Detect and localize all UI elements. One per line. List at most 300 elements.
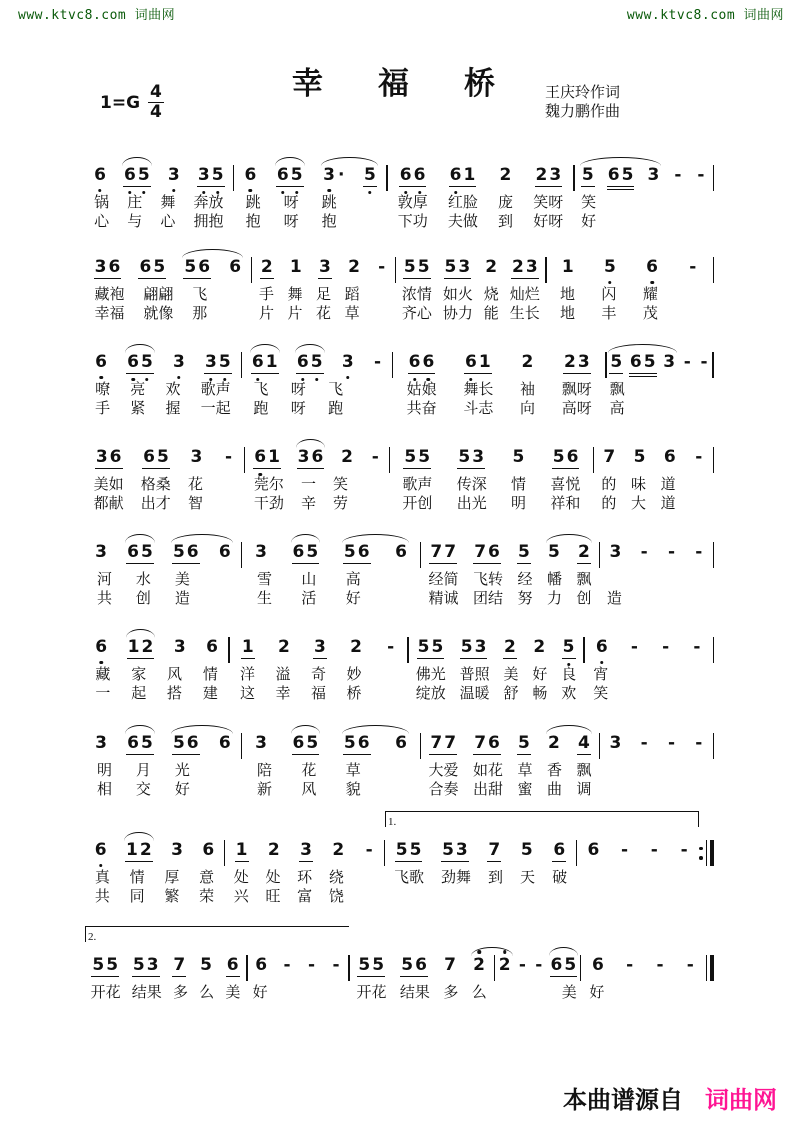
lyrics-verse1	[85, 667, 228, 684]
note-token	[91, 957, 119, 977]
note-digit: 7	[430, 733, 443, 753]
note-digit: 3	[167, 167, 181, 184]
note-token	[619, 842, 630, 859]
note-digit: 3	[474, 637, 487, 657]
measure	[85, 537, 241, 608]
lyric-group	[636, 195, 651, 212]
slur-arc	[549, 947, 579, 956]
note-token	[473, 735, 501, 755]
lyric-group: 破	[552, 870, 568, 886]
lyric-group: 努	[517, 591, 533, 607]
note-digit: 2	[533, 637, 546, 657]
lyric-group: 袖	[520, 382, 536, 398]
note-digit: 3	[458, 257, 471, 277]
note-token	[399, 167, 427, 187]
note-digit: 3	[549, 165, 562, 185]
lyrics-verse2	[242, 591, 420, 608]
lyrics-verse2	[85, 401, 241, 418]
measure	[396, 252, 545, 323]
note-digit: 2	[267, 840, 280, 860]
lyric-group: 紧	[130, 401, 146, 417]
note-token	[204, 354, 232, 374]
lyric-group	[390, 572, 405, 589]
dash-note: -	[535, 955, 543, 975]
note-digit: 5	[581, 165, 594, 185]
lyric-group: 的	[601, 496, 617, 512]
lyric-group: 美如	[93, 477, 124, 493]
lyric-group: 香	[547, 763, 563, 779]
note-token	[260, 259, 274, 279]
lyric-group	[673, 401, 688, 418]
lyric-group: 桥	[346, 686, 362, 702]
note-digit: 3	[146, 955, 159, 975]
note-digit: 5	[404, 447, 417, 467]
lyric-group: 生	[256, 591, 272, 607]
note-digit: 2	[564, 352, 576, 372]
lyric-group: 厚	[164, 870, 180, 886]
dash-note: -	[283, 955, 291, 975]
watermark-right[interactable]: www.ktvc8.com 词曲网	[626, 8, 784, 23]
note-token	[693, 449, 704, 466]
note-token	[292, 735, 320, 755]
lyric-group: 跑	[253, 401, 269, 417]
lyrics-verse1	[85, 195, 233, 212]
lyrics-verse2	[385, 889, 575, 906]
lyric-group	[303, 985, 318, 1002]
note-token	[663, 449, 677, 466]
note-digit: 5	[310, 354, 324, 371]
slur-arc	[580, 157, 661, 166]
note-digit: 2	[535, 165, 548, 185]
lyric-group: 拥抱	[193, 214, 224, 230]
note-digit: 5	[184, 257, 197, 277]
note-token	[552, 842, 566, 862]
lyric-group: 经	[517, 572, 533, 588]
lyric-group: 舞长	[463, 382, 494, 398]
notes-row	[230, 632, 408, 662]
lyric-group: 高呀	[561, 401, 592, 417]
lyrics-verse2	[85, 591, 241, 608]
low-octave-dot	[258, 473, 262, 477]
note-token	[460, 639, 488, 659]
lyric-group: 创	[576, 591, 592, 607]
note-token	[499, 167, 513, 184]
lyric-group: 飞	[328, 382, 344, 398]
note-digit: 2	[348, 257, 360, 277]
note-digit: 5	[106, 955, 119, 975]
notes-row	[85, 160, 233, 190]
notes-row	[600, 537, 712, 567]
note-token	[282, 957, 293, 974]
note-digit: 5	[564, 955, 577, 975]
note-token	[699, 354, 710, 371]
lyrics-verse1	[85, 382, 241, 399]
note-token	[276, 167, 304, 187]
note-token	[639, 544, 650, 561]
measure	[85, 728, 241, 799]
lyrics-verse1	[85, 870, 224, 887]
lyric-group: 舞	[287, 287, 303, 303]
lyric-group: 笑呀	[533, 195, 564, 211]
lyrics-verse1	[225, 870, 383, 887]
dash-note: -	[695, 447, 703, 467]
lyric-group: 手	[95, 401, 111, 417]
lyric-group: 飘	[576, 572, 592, 588]
measure	[85, 632, 228, 703]
measure	[245, 442, 388, 513]
lyric-group: 幸	[275, 686, 291, 702]
notes-row	[252, 252, 395, 282]
lyrics-verse1	[421, 763, 599, 780]
watermark-left[interactable]: www.ktvc8.com 词曲网	[18, 8, 176, 23]
lyric-group	[361, 870, 376, 887]
footer-brand-link[interactable]: 词曲网	[705, 1088, 777, 1114]
note-digit: 3	[95, 447, 108, 467]
low-octave-dot	[368, 191, 372, 195]
lyrics-verse2	[85, 214, 233, 231]
lyric-group: 花	[301, 763, 317, 779]
lyric-group	[620, 985, 635, 1002]
dash-note: -	[224, 447, 233, 467]
lyric-group: 飞转	[473, 572, 504, 588]
lyric-group: 笑	[581, 195, 597, 211]
lyric-group: 飞歌	[393, 870, 424, 886]
note-digit: 6	[550, 955, 563, 975]
lyrics-verse2	[85, 496, 244, 513]
lyric-group: 茂	[642, 306, 658, 322]
lyric-group: 干劲	[253, 496, 284, 512]
note-token	[679, 842, 690, 859]
lyric-group: 处	[233, 870, 249, 886]
lyric-group: 福	[311, 686, 327, 702]
lyric-group: 敦厚	[397, 195, 428, 211]
note-token	[561, 259, 575, 276]
note-digit: 5	[343, 542, 356, 562]
note-token	[226, 957, 240, 977]
end-barline	[713, 542, 715, 568]
slur-arc	[125, 725, 155, 734]
lyric-group: 意	[199, 870, 215, 886]
note-token	[535, 167, 563, 187]
lyric-group: 风	[167, 667, 183, 683]
note-digit: 6	[186, 733, 199, 753]
lyric-group	[390, 591, 405, 608]
note-token	[126, 354, 154, 374]
lyric-group: 富	[297, 889, 313, 905]
note-token	[512, 449, 526, 466]
lyrics-verse1	[393, 382, 605, 399]
lyric-group: 交	[135, 782, 151, 798]
dash-note: -	[365, 840, 373, 860]
lyric-group: 妙	[346, 667, 362, 683]
note-digit: 3	[609, 542, 622, 562]
note-token	[331, 842, 345, 859]
note-token	[254, 957, 268, 974]
lyric-group: 绕	[328, 870, 344, 886]
lyric-group: 结果	[131, 985, 162, 1001]
note-digit: 6	[408, 354, 422, 371]
lyric-group	[691, 195, 706, 212]
note-digit: 5	[290, 167, 304, 184]
lyrics-verse2	[594, 496, 712, 513]
slur-arc	[295, 344, 325, 353]
note-digit: 5	[363, 167, 377, 184]
measure	[600, 537, 712, 608]
low-octave-dot	[145, 378, 149, 382]
note-token	[292, 544, 320, 564]
lyric-group: 幸福	[94, 306, 125, 322]
lyrics-verse1	[390, 477, 592, 494]
end-barline	[712, 352, 714, 378]
note-token	[341, 354, 355, 371]
measure	[575, 160, 713, 231]
credit-composer: 魏力鹏作曲	[545, 104, 621, 120]
note-digit: 6	[296, 354, 310, 371]
lyric-group: 协力	[442, 306, 473, 322]
note-token	[343, 544, 371, 564]
lyric-group	[657, 686, 672, 703]
note-token	[547, 544, 561, 561]
note-token	[347, 259, 361, 276]
note-token	[595, 639, 609, 656]
lyric-group: 好	[345, 591, 361, 607]
note-token	[624, 957, 635, 974]
note-digit: 2	[141, 637, 154, 657]
note-digit: 6	[123, 167, 137, 184]
note-digit: 2	[139, 840, 152, 860]
lyric-group: 姑娘	[406, 382, 437, 398]
slur-arc	[546, 534, 592, 543]
low-octave-dot	[650, 281, 654, 285]
low-octave-dot	[216, 191, 220, 195]
note-token	[318, 259, 332, 279]
note-token	[609, 544, 623, 561]
dash-note: -	[308, 955, 316, 975]
note-digit: 6	[413, 167, 427, 184]
lyric-group: 地	[559, 306, 575, 322]
lyric-group: 一起	[200, 401, 231, 417]
lyric-group: 呀	[283, 195, 299, 211]
dash-note: -	[697, 165, 705, 185]
lyrics-verse1	[495, 985, 580, 1002]
note-token	[444, 259, 472, 279]
note-digit: 6	[198, 257, 211, 277]
lyric-group: 飘	[609, 382, 625, 398]
slur-arc	[171, 725, 233, 734]
notes-row	[85, 347, 241, 377]
notes-row	[85, 950, 246, 980]
note-token	[340, 449, 354, 466]
lyric-group: 片	[258, 306, 274, 322]
dash-note: -	[656, 955, 664, 975]
note-digit: 1	[463, 165, 476, 185]
note-token	[403, 259, 431, 279]
lyric-group: 新	[256, 782, 272, 798]
lyric-group: 洋	[240, 667, 256, 683]
note-digit: 6	[399, 167, 413, 184]
low-octave-dot	[98, 189, 102, 193]
note-digit: 3	[577, 352, 590, 372]
lyric-group: 生长	[509, 306, 540, 322]
note-digit: 6	[255, 955, 268, 975]
time-signature-top: 4	[150, 82, 162, 102]
dash-note: -	[387, 637, 395, 657]
lyric-group	[652, 382, 667, 399]
thin-bar	[713, 637, 715, 663]
lyric-group: 欢	[165, 382, 181, 398]
lyric-group: 高	[609, 401, 625, 417]
lyric-group: 美	[225, 985, 241, 1001]
lyric-group: 家	[131, 667, 147, 683]
note-digit: 5	[518, 733, 530, 753]
lyric-group: 建	[202, 686, 218, 702]
lyric-group: 畅	[532, 686, 548, 702]
measure	[350, 950, 494, 1021]
dash-note: -	[650, 840, 658, 860]
note-token	[254, 544, 268, 561]
slur-arc	[342, 725, 409, 734]
note-digit: 5	[211, 167, 225, 184]
lyric-group: 合奏	[428, 782, 459, 798]
lyrics-verse1	[421, 572, 599, 589]
lyric-group: 庄	[127, 195, 143, 211]
note-token	[251, 354, 279, 374]
lyric-group: 出光	[456, 496, 487, 512]
slur-arc	[122, 157, 152, 166]
lyric-group	[664, 214, 679, 231]
lyric-group	[382, 667, 397, 684]
lyric-group: 明	[511, 496, 527, 512]
note-digit: 1	[289, 257, 302, 277]
note-token	[94, 735, 108, 752]
lyric-group: 情	[129, 870, 145, 886]
lyric-group: 斗志	[463, 401, 494, 417]
lyric-group	[360, 195, 375, 212]
dash-note: -	[332, 955, 340, 975]
lyric-group: 浓情	[401, 287, 432, 303]
note-digit: 6	[94, 842, 108, 859]
lyric-group: 天	[520, 870, 536, 886]
lyric-group: 传深	[456, 477, 487, 493]
lyric-group: 心	[160, 214, 176, 230]
low-octave-dot	[256, 378, 260, 382]
lyric-group: 到	[488, 870, 504, 886]
lyric-group: 溢	[275, 667, 291, 683]
note-digit: 3	[472, 447, 485, 467]
note-token	[464, 354, 492, 374]
note-token	[94, 259, 122, 279]
lyrics-verse1	[385, 870, 575, 887]
slur-arc	[342, 534, 409, 543]
lyric-group	[673, 382, 688, 399]
music-line	[85, 160, 714, 231]
lyric-group: 好	[532, 667, 548, 683]
lyric-group: 陪	[256, 763, 272, 779]
note-token	[123, 167, 151, 187]
note-token	[172, 354, 186, 371]
lyrics-verse2	[577, 889, 699, 906]
note-digit: 3	[173, 637, 186, 657]
lyrics-verse2	[421, 591, 599, 608]
lyric-group: 飘呀	[561, 382, 592, 398]
note-token	[517, 957, 528, 974]
lyrics-verse1	[248, 985, 349, 1002]
note-digit: 5	[172, 733, 185, 753]
note-digit: 1	[235, 840, 248, 860]
note-digit: 6	[109, 447, 122, 467]
low-octave-dot	[346, 376, 350, 380]
note-digit: 4	[577, 733, 590, 753]
lyric-group: 蜜	[517, 782, 533, 798]
note-digit: 5	[633, 447, 646, 467]
lyric-group: 月	[135, 763, 151, 779]
lyrics-verse2	[85, 1004, 246, 1021]
note-token	[662, 354, 676, 371]
note-digit: 6	[592, 955, 604, 975]
lyric-group	[226, 287, 241, 304]
lyric-group: 美	[561, 985, 577, 1001]
note-token	[173, 639, 187, 656]
lyrics-verse2	[85, 686, 228, 703]
note-digit: 5	[431, 637, 444, 657]
lyric-group: 河	[96, 572, 112, 588]
lyric-group: 多	[172, 985, 188, 1001]
note-digit: 3	[647, 165, 660, 185]
note-token	[394, 544, 408, 561]
lyrics-verse1	[242, 382, 392, 399]
lyric-group: 辛	[300, 496, 316, 512]
measure	[248, 950, 349, 1021]
low-octave-dot	[99, 661, 103, 665]
note-token	[394, 735, 408, 752]
lyric-group: 地	[559, 287, 575, 303]
note-digit: 6	[186, 542, 199, 562]
note-token	[649, 842, 660, 859]
thin-bar	[713, 733, 715, 759]
lyrics-verse1	[581, 985, 705, 1002]
note-token	[666, 735, 677, 752]
note-digit: 5	[518, 542, 530, 562]
note-digit: 7	[444, 955, 456, 975]
lyrics-verse1	[388, 195, 574, 212]
note-digit: 5	[403, 257, 416, 277]
lyrics-verse2	[600, 591, 712, 608]
lyric-group: 情	[202, 667, 218, 683]
lyric-group: 嘹	[95, 382, 111, 398]
lyric-group: 美	[174, 572, 190, 588]
augmentation-dot: ·	[337, 165, 345, 185]
lyric-group	[625, 667, 640, 684]
lyric-group: 足	[316, 287, 332, 303]
lyric-group	[390, 763, 405, 780]
note-digit: 5	[409, 840, 422, 860]
lyric-group: 那	[192, 306, 208, 322]
note-token	[609, 354, 623, 374]
note-digit: 3	[255, 733, 267, 753]
note-token	[218, 735, 232, 752]
note-digit: 7	[474, 733, 487, 753]
lyrics-verse1	[577, 870, 699, 887]
low-octave-dot	[128, 191, 132, 195]
note-digit: 6	[421, 354, 435, 371]
note-digit: 6	[251, 354, 265, 371]
lyrics-verse1	[234, 195, 386, 212]
note-digit: 6	[206, 637, 219, 657]
lyric-group	[361, 889, 376, 906]
lyric-group: 下功	[397, 214, 428, 230]
lyric-group: 祥和	[550, 496, 581, 512]
lyric-group: 道	[660, 496, 676, 512]
